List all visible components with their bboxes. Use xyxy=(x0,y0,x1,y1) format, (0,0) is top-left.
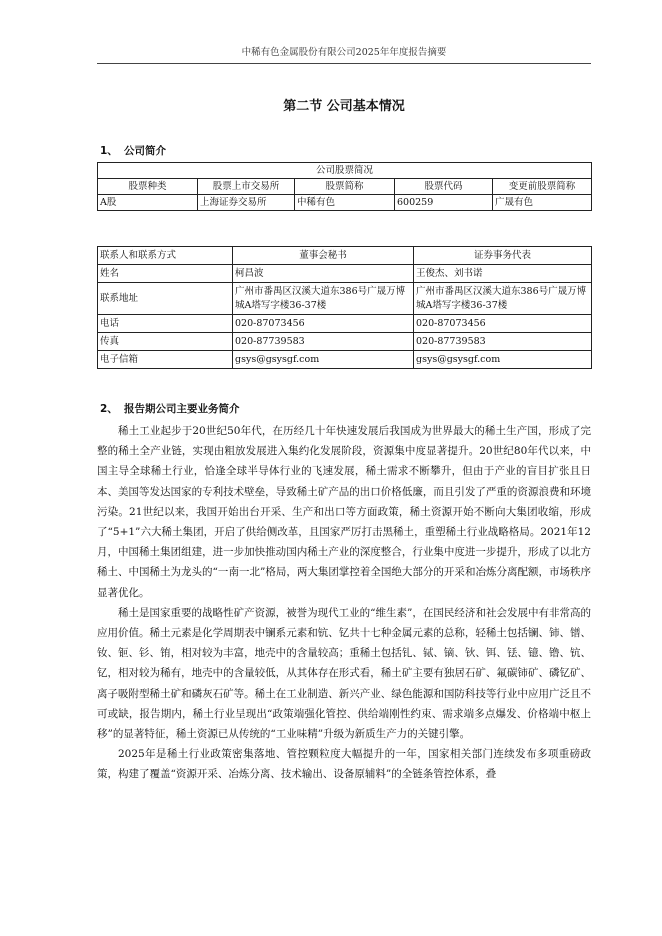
header-cell: 证券事务代表 xyxy=(414,247,592,265)
table-cell: 广州市番禺区汉溪大道东386号广晟万博城A塔写字楼36-37楼 xyxy=(414,283,592,315)
header-cell: 股票代码 xyxy=(395,179,493,195)
table-cell: 电子信箱 xyxy=(98,351,233,369)
paragraph: 稀土是国家重要的战略性矿产资源，被誉为现代工业的“维生素”，在国民经济和社会发展中有非常高的应用价值。稀土元素是化学周期表中镧系元素和钪、钇共十七种金属元素的总称，轻稀土包括镧、铈、镨、钕、钷、钐、铕，相对较为丰富，地壳中的含量较高；重稀土包括钆、铽、镝、钬、铒、铥、镱、镥、钪、钇，相对较为稀有，地壳中的含量较低，从其体存在形式看，稀土矿主要有独居石矿、氟碳铈矿、磷钇矿、离子吸附型稀土矿和磷灰石矿等。稀土在工业制造、新兴产业、绿色能源和国防科技等行业中应用广泛且不可或缺，报告期内，稀土行业呈现出“政策端强化管控、供给端刚性约束、需求端多点爆发、价格端中枢上移”的显著特征，稀土资源已从传统的“工业味精”升级为新质生产力的关键引擎。 xyxy=(97,606,591,741)
table-header-row xyxy=(98,247,592,265)
table-cell: A股 xyxy=(98,195,198,211)
table-cell: 中稀有色 xyxy=(295,195,395,211)
paragraph: 2025年是稀土行业政策密集落地、管控颗粒度大幅提升的一年，国家相关部门连续发布多项重磅政策，构建了覆盖“资源开采、冶炼分离、技术输出、设备原辅料”的全链条管控体系，叠 xyxy=(97,748,591,781)
subhead-number: 2、 xyxy=(100,403,118,415)
table-cell: 柯昌波 xyxy=(233,265,414,283)
table-cell: 020-87073456 xyxy=(414,315,592,333)
table-cell: 电话 xyxy=(98,315,233,333)
header-cell: 变更前股票简称 xyxy=(493,179,592,195)
table-row xyxy=(98,195,592,211)
header-cell: 董事会秘书 xyxy=(233,247,414,265)
table-cell: 联系地址 xyxy=(98,283,233,315)
table-cell: gsys@gsysgf.com xyxy=(414,351,592,369)
subhead-company-profile xyxy=(100,143,166,158)
table-cell: 传真 xyxy=(98,333,233,351)
stock-info-table xyxy=(97,162,592,211)
table-caption-row xyxy=(98,163,592,179)
body-text xyxy=(97,421,591,785)
table-cell: 上海证券交易所 xyxy=(198,195,295,211)
header-cell: 股票简称 xyxy=(295,179,395,195)
table-row-address xyxy=(98,283,592,315)
table-cell: 王俊杰、刘书诺 xyxy=(414,265,592,283)
contact-info-table xyxy=(97,246,592,369)
header-cell: 股票上市交易所 xyxy=(198,179,295,195)
header-cell: 股票种类 xyxy=(98,179,198,195)
paragraph: 稀土工业起步于20世纪50年代，在历经几十年快速发展后我国成为世界最大的稀土生产国，形成了完整的稀土全产业链，实现由粗放发展进入集约化发展阶段，资源集中度显著提升。20世纪80年代以来，中国主导全球稀土行业，恰逢全球半导体行业的飞速发展，稀土需求不断攀升，但由于产业的盲目扩张且日本、美国等发达国家的专利技术壁垒，导致稀土矿产品的出口价格低廉，而且引发了严重的资源浪费和环境污染。21世纪以来，我国开始出台开采、生产和出口等方面政策，稀土资源开始不断向大集团收缩，形成了“5+1”六大稀土集团，开启了供给侧改革，且国家严厉打击黑稀土，重塑稀土行业战略格局。2021年12月，中国稀土集团组建，进一步加快推动国内稀土产业的深度整合，行业集中度进一步提升，形成了以北方稀土、中国稀土为龙头的“一南一北”格局，两大集团掌控着全国绝大部分的开采和冶炼分离配额，市场秩序显著优化。 xyxy=(97,425,591,599)
subhead-number: 1、 xyxy=(100,145,118,157)
table-cell: 020-87073456 xyxy=(233,315,414,333)
table-cell: 广晟有色 xyxy=(493,195,592,211)
table-row-fax xyxy=(98,333,592,351)
subhead-title: 公司简介 xyxy=(124,145,166,157)
table-cell: 姓名 xyxy=(98,265,233,283)
table-cell: 600259 xyxy=(395,195,493,211)
subhead-business-overview xyxy=(100,401,240,416)
page-header: 中稀有色金属股份有限公司2025年年度报告摘要 xyxy=(97,44,591,64)
table-cell: 020-87739583 xyxy=(233,333,414,351)
table-cell: 020-87739583 xyxy=(414,333,592,351)
table-row-email xyxy=(98,351,592,369)
table-row-name xyxy=(98,265,592,283)
section-title: 第二节 公司基本情况 xyxy=(283,99,405,114)
table-caption: 公司股票简况 xyxy=(98,163,592,179)
table-row-phone xyxy=(98,315,592,333)
header-cell: 联系人和联系方式 xyxy=(98,247,233,265)
table-cell: 广州市番禺区汉溪大道东386号广晟万博城A塔写字楼36-37楼 xyxy=(233,283,414,315)
subhead-title: 报告期公司主要业务简介 xyxy=(124,403,240,415)
table-cell: gsys@gsysgf.com xyxy=(233,351,414,369)
table-header-row xyxy=(98,179,592,195)
